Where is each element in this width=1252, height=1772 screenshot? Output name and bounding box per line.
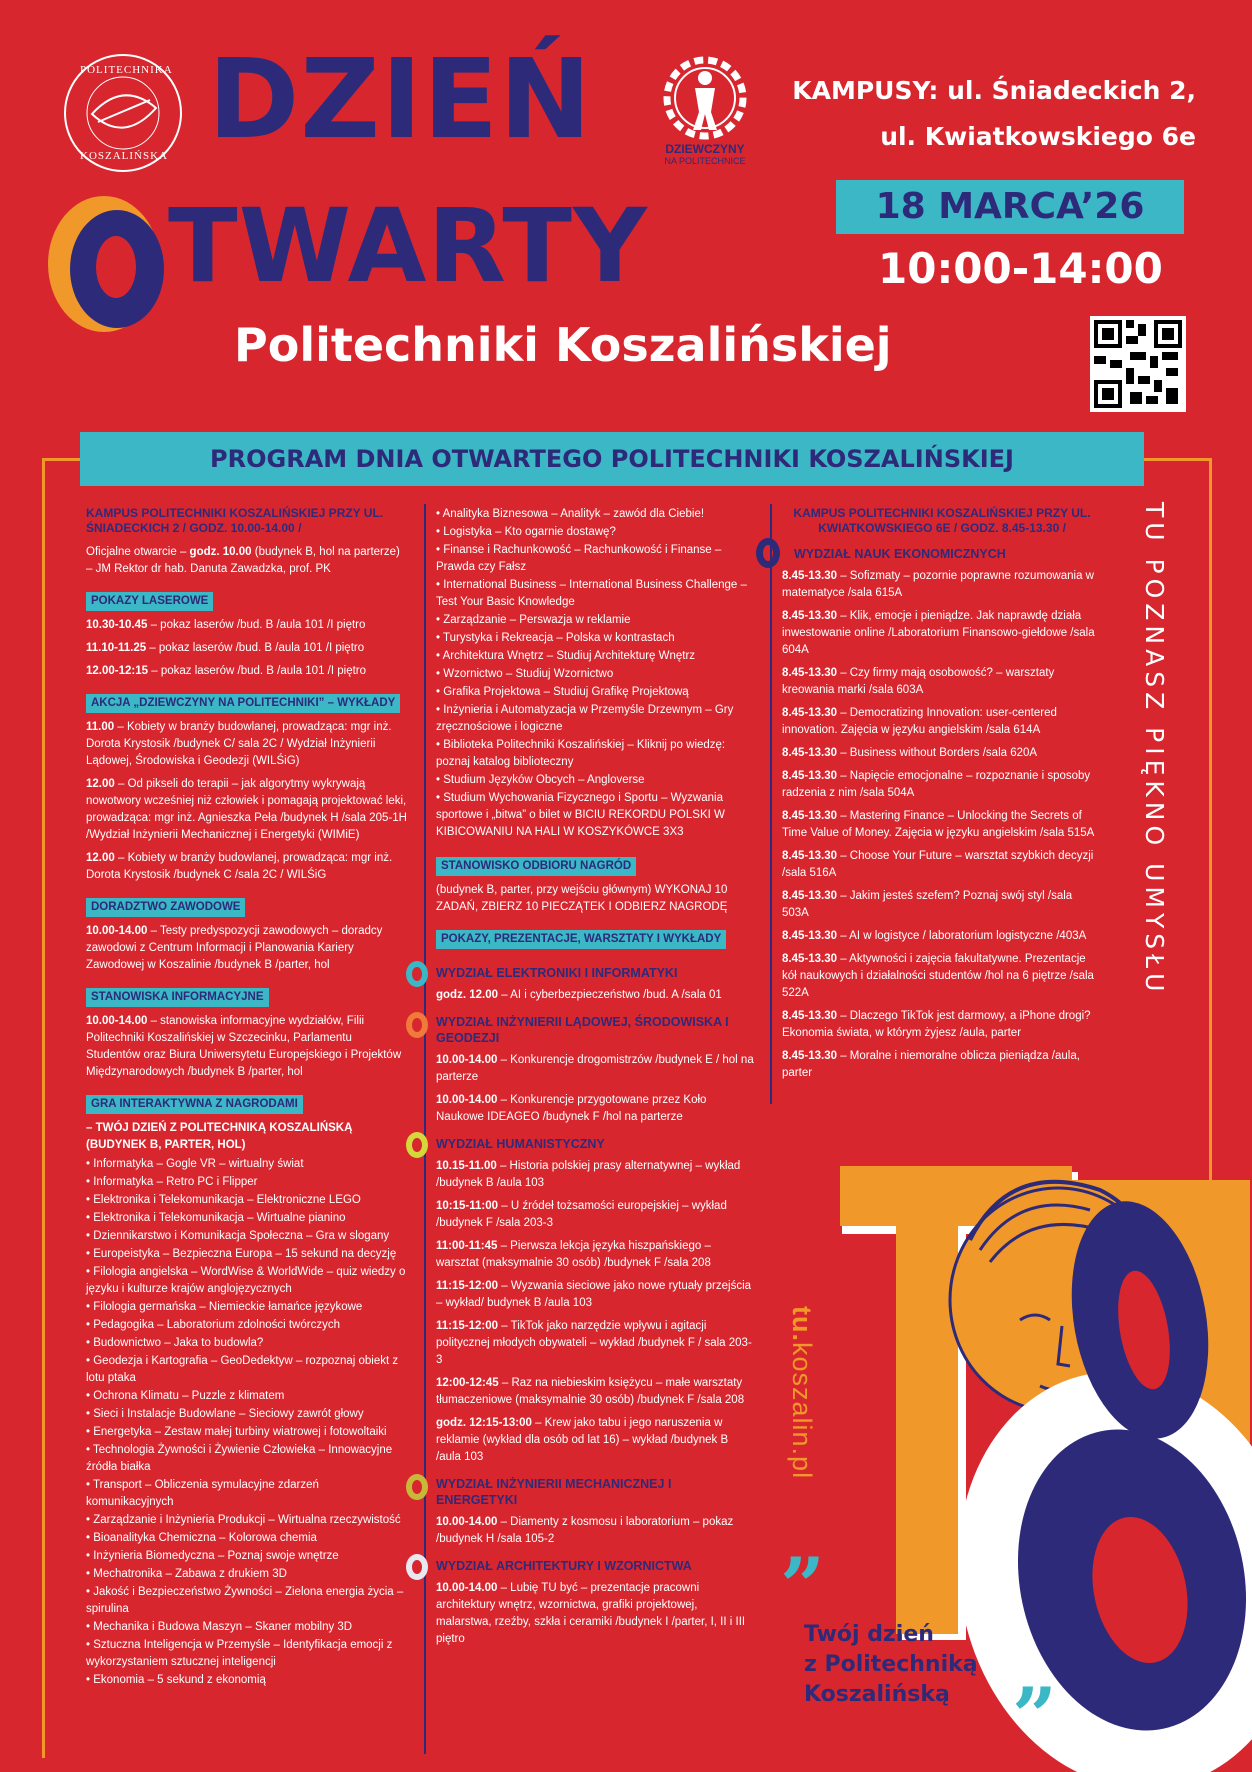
ekon-3: 8.45-13.30 – Czy firmy mają osobowość? – warsztaty kreowania marki /sala 603A bbox=[782, 667, 1055, 696]
quote-open-icon: ” bbox=[780, 1541, 825, 1632]
human-2: 10:15-11:00 – U źródeł tożsamości europejskiej – wykład /budynek F /sala 203-3 bbox=[436, 1200, 727, 1229]
politechnika-logo bbox=[62, 52, 184, 174]
website-rest: koszalin.pl bbox=[787, 1342, 817, 1480]
opening-text: Oficjalne otwarcie – godz. 10.00 (budynek B, hol na parterze) – JM Rektor dr hab. Danuta Zawadzka, prof. PK bbox=[86, 546, 400, 575]
ekon-7: 8.45-13.30 – Mastering Finance – Unlocking the Secrets of Time Value of Money. Zajęcia w języku angielskim /sala 515A bbox=[782, 810, 1095, 839]
program-title: PROGRAM DNIA OTWARTEGO POLITECHNIKI KOSZALIŃSKIEJ bbox=[210, 445, 1014, 473]
laser-3: 12.00-12:15 – pokaz laserów /bud. B /aula 101 /I piętro bbox=[86, 665, 367, 677]
ekon-1: 8.45-13.30 – Sofizmaty – pozornie poprawne rozumowania w matematyce /sala 615A bbox=[782, 570, 1094, 599]
slogan-vertical: TU POZNASZ PIĘKNO UMYSŁU bbox=[1140, 502, 1169, 997]
gra-list bbox=[86, 1156, 408, 1689]
akcja-1: 11.00 – Kobiety w branży budowlanej, prowadząca: mgr inż. Dorota Krystosik /budynek C/ sala 2C / Wydział Inżynierii Lądowej, Środowiska i Geodezji (WILŚiG) bbox=[86, 721, 392, 767]
quote-line-2: z Politechniką bbox=[804, 1652, 978, 1677]
mech-1: 10.00-14.00 – Diamenty z kosmosu i laboratorium – pokaz /budynek H /sala 105-2 bbox=[436, 1516, 734, 1545]
section-nagrody: STANOWISKO ODBIORU NAGRÓD bbox=[436, 857, 636, 876]
column-1 bbox=[86, 506, 408, 1690]
title-dzien: DZIEŃ bbox=[208, 35, 593, 163]
website-link[interactable] bbox=[786, 1306, 817, 1479]
human-3: 11:00-11:45 – Pierwsza lekcja języka hiszpańskiego – warsztat (maksymalnie 30 osób) /budynek F /sala 208 bbox=[436, 1240, 711, 1269]
wydzial-architektury: WYDZIAŁ ARCHITEKTURY I WZORNICTWA bbox=[436, 1558, 756, 1574]
event-time: 10:00-14:00 bbox=[878, 244, 1163, 293]
list-item: • Zarządzanie – Perswazja w reklamie bbox=[436, 612, 756, 629]
gra-list-cont bbox=[436, 506, 756, 841]
dziewczyny-logo-line1: DZIEWCZYNY bbox=[665, 142, 745, 156]
list-item: • Informatyka – Gogle VR – wirtualny świat bbox=[86, 1156, 408, 1173]
list-item: • Dziennikarstwo i Komunikacja Społeczna – Gra w slogany bbox=[86, 1228, 408, 1245]
section-laser: POKAZY LASEROWE bbox=[86, 592, 213, 611]
akcja-2: 12.00 – Od pikseli do terapii – jak algorytmy wykrywają nowotwory wcześniej niż człowiek i pomagają projektować leki, prowadząca: mgr inż. Agnieszka Peła /budynek H /sala 205-1H /Wydział Inżynierii Mechanicznej i Energetyki (WIMiE) bbox=[86, 778, 407, 841]
list-item: • Mechanika i Budowa Maszyn – Skaner mobilny 3D bbox=[86, 1619, 408, 1636]
list-item: • Architektura Wnętrz – Studiuj Architekturę Wnętrz bbox=[436, 648, 756, 665]
ekon-6: 8.45-13.30 – Napięcie emocjonalne – rozpoznanie i sposoby radzenia z nim /sala 504A bbox=[782, 770, 1091, 799]
list-item: • Analityka Biznesowa – Analityk – zawód dla Ciebie! bbox=[436, 506, 756, 523]
human-4: 11:15-12:00 – Wyzwania sieciowe jako nowe rytuały przejścia – wykład/ budynek B /aula 103 bbox=[436, 1280, 752, 1309]
quote-line-3: Koszalińską bbox=[804, 1682, 950, 1707]
logo-text-bottom: KOSZALIŃSKA bbox=[80, 150, 168, 162]
campuses-line2: ul. Kwiatkowskiego 6e bbox=[880, 122, 1196, 151]
list-item: • Jakość i Bezpieczeństwo Żywności – Zielona energia życia – spirulina bbox=[86, 1584, 408, 1618]
ring-icon bbox=[756, 538, 780, 568]
list-item: • Budownictwo – Jaka to budowla? bbox=[86, 1335, 408, 1352]
section-gra: GRA INTERAKTYWNA Z NAGRODAMI bbox=[86, 1095, 303, 1114]
list-item: • Ochrona Klimatu – Puzzle z klimatem bbox=[86, 1388, 408, 1405]
list-item: • Mechatronika – Zabawa z drukiem 3D bbox=[86, 1566, 408, 1583]
ekon-12: 8.45-13.30 – Dlaczego TikTok jest darmowy, a iPhone drogi? Ekonomia świata, w którym żyjesz /aula, parter bbox=[782, 1010, 1091, 1039]
wydzial-elektroniki: WYDZIAŁ ELEKTRONIKI I INFORMATYKI bbox=[436, 965, 756, 981]
human-1: 10.15-11.00 – Historia polskiej prasy alternatywnej – wykład /budynek B /aula 103 bbox=[436, 1160, 741, 1189]
ring-icon bbox=[406, 1132, 428, 1158]
ekon-5: 8.45-13.30 – Business without Borders /sala 620A bbox=[782, 747, 1038, 759]
list-item: • Energetyka – Zestaw małej turbiny wiatrowej i fotowoltaiki bbox=[86, 1424, 408, 1441]
title-twarty: TWARTY bbox=[168, 187, 648, 306]
list-item: • Sztuczna Inteligencja w Przemyśle – Identyfikacja emocji z wykorzystaniem sztucznej inteligencji bbox=[86, 1637, 408, 1671]
ekon-8: 8.45-13.30 – Choose Your Future – warsztat szybkich decyzji /sala 516A bbox=[782, 850, 1094, 879]
list-item: • Sieci i Instalacje Budowlane – Sieciowy zawrót głowy bbox=[86, 1406, 408, 1423]
list-item: • Turystyka i Rekreacja – Polska w kontrastach bbox=[436, 630, 756, 647]
title-politechniki: Politechniki Koszalińskiej bbox=[234, 318, 892, 372]
quote-close-icon: ” bbox=[1012, 1671, 1057, 1762]
gra-title: – TWÓJ DZIEŃ Z POLITECHNIKĄ KOSZALIŃSKĄ (BUDYNEK B, PARTER, HOL) bbox=[86, 1122, 353, 1151]
list-item: • Grafika Projektowa – Studiuj Grafikę Projektową bbox=[436, 684, 756, 701]
human-6: 12:00-12:45 – Raz na niebieskim księżycu – małe warsztaty tłumaczeniowe (maksymalnie 30 osób) /budynek F /sala 208 bbox=[436, 1377, 745, 1406]
dziewczyny-logo-line2: NA POLITECHNICE bbox=[664, 156, 746, 166]
event-date: 18 MARCA’26 bbox=[875, 186, 1145, 227]
wydzial-mechanicznej: WYDZIAŁ INŻYNIERII MECHANICZNEJ I ENERGETYKI bbox=[436, 1476, 756, 1508]
section-pokazy: POKAZY, PREZENTACJE, WARSZTATY I WYKŁADY bbox=[436, 930, 726, 949]
human-5: 11:15-12:00 – TikTok jako narzędzie wpływu i agitacji politycznej młodych obywateli – wykład /budynek F / sala 203-3 bbox=[436, 1320, 752, 1366]
list-item: • Biblioteka Politechniki Koszalińskiej – Kliknij po wiedzę: poznaj katalog biblioteczny bbox=[436, 737, 756, 771]
website-bold: tu. bbox=[787, 1306, 817, 1342]
list-item: • Filologia angielska – WordWise & WorldWide – quiz wiedzy o języku i kulturze krajów anglojęzycznych bbox=[86, 1264, 408, 1298]
ekon-4: 8.45-13.30 – Democratizing Innovation: user-centered innovation. Zajęcia w języku angielskim /sala 614A bbox=[782, 707, 1057, 736]
column-divider-2 bbox=[770, 504, 772, 1104]
laser-2: 11.10-11.25 – pokaz laserów /bud. B /aula 101 /I piętro bbox=[86, 642, 365, 654]
ekon-2: 8.45-13.30 – Klik, emocje i pieniądze. Jak naprawdę działa inwestowanie online /Laboratorium Finansowo-giełdowe /sala 604A bbox=[782, 610, 1095, 656]
list-item: • Wzornictwo – Studiuj Wzornictwo bbox=[436, 666, 756, 683]
doradztwo: 10.00-14.00 – Testy predyspozycji zawodowych – doradcy zawodowi z Centrum Informacji i Planowania Kariery Zawodowej w Koszalinie /budynek B /parter, hol bbox=[86, 925, 383, 971]
elektronika-1: godz. 12.00 – AI i cyberbezpieczeństwo /bud. A /sala 01 bbox=[436, 989, 722, 1001]
campuses-line1: KAMPUSY: ul. Śniadeckich 2, bbox=[792, 76, 1196, 105]
list-item: • Ekonomia – 5 sekund z ekonomią bbox=[86, 1672, 408, 1689]
program-title-bar bbox=[80, 432, 1144, 486]
ekon-9: 8.45-13.30 – Jakim jesteś szefem? Poznaj swój styl /sala 503A bbox=[782, 890, 1073, 919]
akcja-3: 12.00 – Kobiety w branży budowlanej, prowadząca: mgr inż. Dorota Krystosik /budynek C /sala 2C / WILŚiG bbox=[86, 852, 393, 881]
list-item: • Bioanalityka Chemiczna – Kolorowa chemia bbox=[86, 1530, 408, 1547]
section-doradztwo: DORADZTWO ZAWODOWE bbox=[86, 898, 245, 917]
list-item: • Inżynieria Biomedyczna – Poznaj swoje wnętrze bbox=[86, 1548, 408, 1565]
ladowa-1: 10.00-14.00 – Konkurencje drogomistrzów /budynek E / hol na parterze bbox=[436, 1054, 754, 1083]
laser-1: 10.30-10.45 – pokaz laserów /bud. B /aula 101 /I piętro bbox=[86, 619, 366, 631]
ekon-11: 8.45-13.30 – Aktywności i zajęcia fakultatywne. Prezentacje kół naukowych i działalności studentów /hol na 6 piętrze /sala 522A bbox=[782, 953, 1094, 999]
arch-1: 10.00-14.00 – Lubię TU być – prezentacje pracowni architektury wnętrz, wzornictwa, grafiki projektowej, malarstwa, rzeźby, szkła i ceramiki /budynek I /parter, I, II i III piętro bbox=[436, 1582, 746, 1645]
list-item: • Zarządzanie i Inżynieria Produkcji – Wirtualna rzeczywistość bbox=[86, 1512, 408, 1529]
list-item: • Geodezja i Kartografia – GeoDedektyw – rozpoznaj obiekt z lotu ptaka bbox=[86, 1353, 408, 1387]
list-item: • Inżynieria i Automatyzacja w Przemyśle Drzewnym – Gry zręcznościowe i logiczne bbox=[436, 702, 756, 736]
list-item: • Logistyka – Kto ogarnie dostawę? bbox=[436, 524, 756, 541]
quote-line-1: Twój dzień bbox=[804, 1622, 934, 1647]
list-item: • Pedagogika – Laboratorium zdolności twórczych bbox=[86, 1317, 408, 1334]
human-7: godz. 12:15-13:00 – Krew jako tabu i jego naruszenia w reklamie (wykład dla osób od lat 16) – wykład /budynek B /aula 103 bbox=[436, 1417, 729, 1463]
date-badge bbox=[836, 180, 1184, 234]
list-item: • International Business – International Business Challenge – Test Your Basic Knowledge bbox=[436, 577, 756, 611]
wydzial-ladowej: WYDZIAŁ INŻYNIERII LĄDOWEJ, ŚRODOWISKA I GEODEZJI bbox=[436, 1014, 756, 1046]
qr-code[interactable] bbox=[1090, 316, 1186, 412]
column-2 bbox=[436, 506, 756, 1654]
list-item: • Finanse i Rachunkowość – Rachunkowość i Finanse – Prawda czy Fałsz bbox=[436, 542, 756, 576]
ring-icon bbox=[406, 1474, 428, 1500]
list-item: • Elektronika i Telekomunikacja – Wirtualne pianino bbox=[86, 1210, 408, 1227]
wydzial-ekonomicznych: WYDZIAŁ NAUK EKONOMICZNYCH bbox=[794, 546, 1102, 562]
ekon-13: 8.45-13.30 – Moralne i niemoralne oblicza pieniądza /aula, parter bbox=[782, 1050, 1080, 1079]
ladowa-2: 10.00-14.00 – Konkurencje przygotowane przez Koło Naukowe IDEAGEO /budynek F /hol na parterze bbox=[436, 1094, 707, 1123]
ekon-10: 8.45-13.30 – AI w logistyce / laboratorium logistyczne /403A bbox=[782, 930, 1087, 942]
list-item: • Informatyka – Retro PC i Flipper bbox=[86, 1174, 408, 1191]
dziewczyny-logo bbox=[655, 54, 755, 172]
stanowiska: 10.00-14.00 – stanowiska informacyjne wydziałów, Filii Politechniki Koszalińskiej w Szczecinku, Parlamentu Studentów oraz Biura Uniwersytetu Europejskiego i Projektów Międzynarodowych /budynek B /parter, hol bbox=[86, 1015, 402, 1078]
campus-kwiatkowskiego: KAMPUS POLITECHNIKI KOSZALIŃSKIEJ PRZY UL. KWIATKOWSKIEGO 6E / GODZ. 8.45-13.30 / bbox=[793, 506, 1091, 535]
list-item: • Europeistyka – Bezpieczna Europa – 15 sekund na decyzję bbox=[86, 1246, 408, 1263]
nagrody-text: (budynek B, parter, przy wejściu głównym) WYKONAJ 10 ZADAŃ, ZBIERZ 10 PIECZĄTEK I ODBIERZ NAGRODĘ bbox=[436, 884, 728, 913]
logo-text-top: POLITECHNIKA bbox=[80, 64, 173, 76]
campus-sniadeckich: KAMPUS POLITECHNIKI KOSZALIŃSKIEJ PRZY UL. ŚNIADECKICH 2 / GODZ. 10.00-14.00 / bbox=[86, 506, 384, 535]
section-akcja: AKCJA „DZIEWCZYNY NA POLITECHNIKI” – WYKŁADY bbox=[86, 694, 400, 713]
list-item: • Studium Języków Obcych – Angloverse bbox=[436, 772, 756, 789]
list-item: • Studium Wychowania Fizycznego i Sportu – Wyzwania sportowe i „bitwa” o bilet w BICIU REKORDU POLSKI W KIBICOWANIU NA HALI W KOSZYKÓWCE 3X3 bbox=[436, 790, 756, 841]
list-item: • Transport – Obliczenia symulacyjne zdarzeń komunikacyjnych bbox=[86, 1477, 408, 1511]
ring-icon bbox=[406, 1012, 428, 1038]
list-item: • Filologia germańska – Niemieckie łamańce językowe bbox=[86, 1299, 408, 1316]
wydzial-humanistyczny: WYDZIAŁ HUMANISTYCZNY bbox=[436, 1136, 756, 1152]
list-item: • Technologia Żywności i Żywienie Człowieka – Innowacyjne źródła białka bbox=[86, 1442, 408, 1476]
quote-block bbox=[804, 1620, 978, 1710]
section-stanowiska: STANOWISKA INFORMACYJNE bbox=[86, 988, 269, 1007]
list-item: • Elektronika i Telekomunikacja – Elektroniczne LEGO bbox=[86, 1192, 408, 1209]
column-3 bbox=[782, 506, 1102, 1088]
ring-icon bbox=[406, 961, 428, 987]
ring-icon bbox=[406, 1554, 428, 1580]
